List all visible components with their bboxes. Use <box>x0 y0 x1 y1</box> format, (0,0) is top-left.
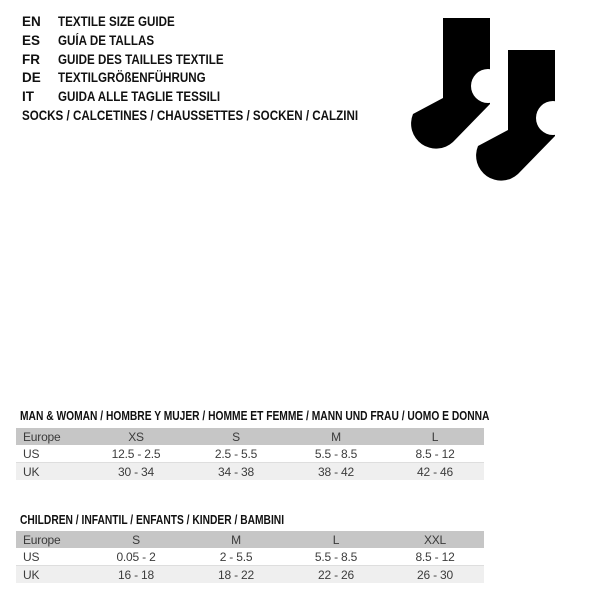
size-cell: 30 - 34 <box>118 464 154 479</box>
language-row-de <box>22 69 251 88</box>
category-heading <box>22 108 413 123</box>
language-label: GUIDA ALLE TAGLIE TESSILI <box>58 89 221 105</box>
size-cell: 22 - 26 <box>318 567 354 582</box>
table-row-uk <box>16 463 484 481</box>
man-woman-table-title-text: MAN & WOMAN / HOMBRE Y MUJER / HOMME ET FEMME / MANN UND FRAU / UOMO E DONNA <box>20 409 490 423</box>
size-cell: 2.5 - 5.5 <box>214 446 258 461</box>
header-cell-size: M <box>331 429 341 444</box>
language-code: IT <box>22 89 34 105</box>
header-cell-size: S <box>132 532 140 547</box>
table-row-us <box>16 548 484 566</box>
header-cell-size: S <box>232 429 240 444</box>
category-heading-text: SOCKS / CALCETINES / CHAUSSETTES / SOCKEN / CALZINI <box>22 108 359 123</box>
language-label: GUÍA DE TALLAS <box>58 32 155 48</box>
header-cell-size: XS <box>128 429 144 444</box>
size-cell: 18 - 22 <box>218 567 254 582</box>
row-label: US <box>23 446 40 461</box>
man-woman-size-table <box>16 428 484 480</box>
table-row-us <box>16 445 484 463</box>
language-list <box>22 13 251 107</box>
size-cell: 34 - 38 <box>218 464 254 479</box>
size-cell: 0.05 - 2 <box>116 549 156 564</box>
language-code: EN <box>22 14 41 29</box>
size-cell: 8.5 - 12 <box>415 446 455 461</box>
row-label: UK <box>23 567 40 582</box>
header-cell-size: L <box>431 429 439 444</box>
language-code: DE <box>22 70 41 86</box>
children-size-table <box>16 531 484 583</box>
size-cell: 8.5 - 12 <box>415 549 455 564</box>
row-label: US <box>23 549 40 564</box>
language-row-fr <box>22 51 251 70</box>
table-header-row <box>16 428 484 445</box>
language-code: ES <box>22 32 41 48</box>
language-label: TEXTILE SIZE GUIDE <box>58 14 175 29</box>
table-row-uk <box>16 566 484 584</box>
header-cell-region: Europe <box>23 429 61 444</box>
header-cell-size: XXL <box>423 532 447 547</box>
size-cell: 5.5 - 8.5 <box>314 446 358 461</box>
language-code: FR <box>22 51 40 67</box>
size-cell: 16 - 18 <box>118 567 154 582</box>
sock-left <box>411 18 505 149</box>
children-table-title <box>20 513 342 527</box>
language-label: TEXTILGRÖßENFÜHRUNG <box>58 70 206 86</box>
socks-icon <box>400 8 575 188</box>
man-woman-table-title <box>20 409 592 423</box>
size-cell: 38 - 42 <box>318 464 354 479</box>
size-cell: 26 - 30 <box>417 567 453 582</box>
language-row-en <box>22 13 251 32</box>
children-table-title-text: CHILDREN / INFANTIL / ENFANTS / KINDER / BAMBINI <box>20 513 285 527</box>
size-cell: 42 - 46 <box>417 464 453 479</box>
language-row-es <box>22 32 251 51</box>
size-cell: 12.5 - 2.5 <box>111 446 161 461</box>
language-label: GUIDE DES TAILLES TEXTILE <box>58 51 224 67</box>
size-cell: 2 - 5.5 <box>219 549 253 564</box>
header-cell-region: Europe <box>23 532 61 547</box>
table-header-row <box>16 531 484 548</box>
header-cell-size: L <box>332 532 340 547</box>
header-cell-size: M <box>231 532 241 547</box>
language-row-it <box>22 88 251 107</box>
row-label: UK <box>23 464 40 479</box>
size-cell: 5.5 - 8.5 <box>314 549 358 564</box>
